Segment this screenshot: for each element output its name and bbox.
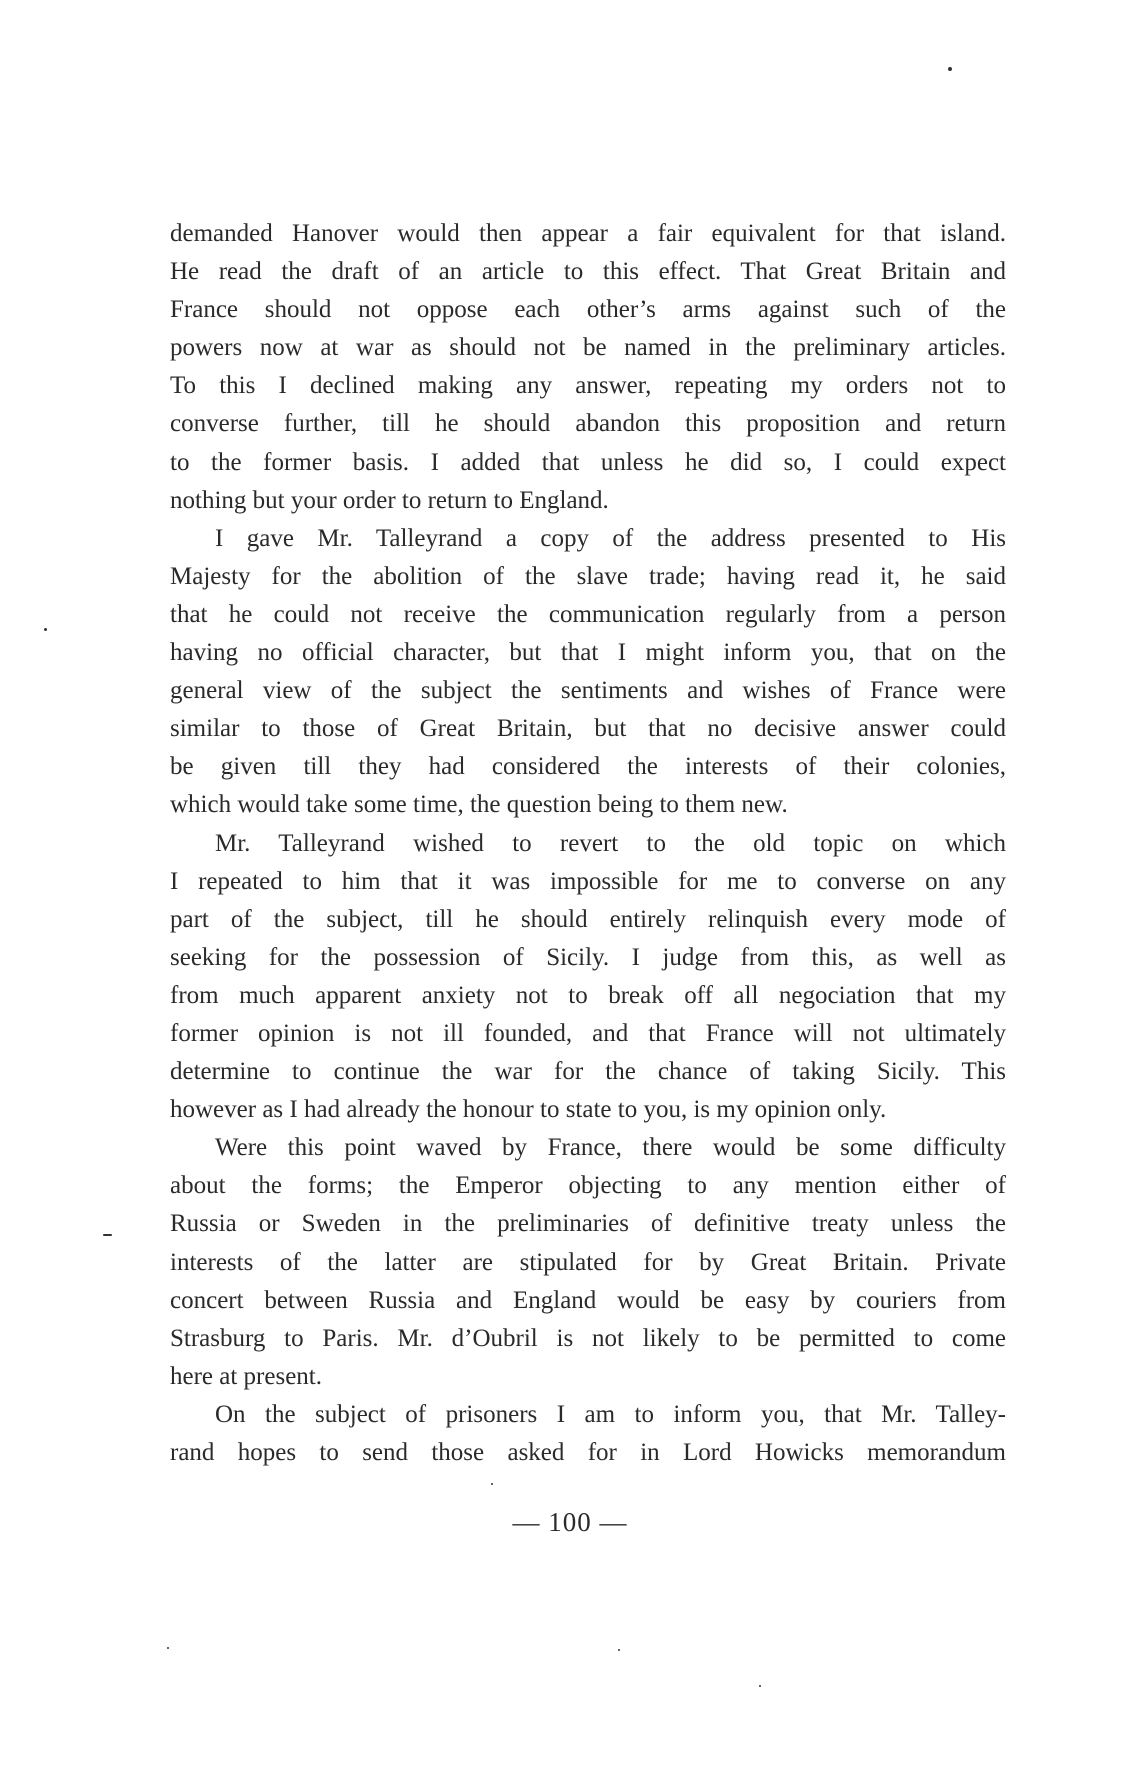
text-line: determine to continue the war for the chance of taking Sicily. This <box>170 1058 1006 1086</box>
scan-speck <box>103 1234 112 1236</box>
text-line: Majesty for the abolition of the slave trade; having read it, he said <box>170 562 1006 590</box>
paragraph-start-line: I gave Mr. Talleyrand a copy of the address presented to His <box>215 524 1006 552</box>
scan-speck <box>491 1483 493 1485</box>
text-line: interests of the latter are stipulated for by Great Britain. Private <box>170 1248 1006 1276</box>
text-line: powers now at war as should not be named in the preliminary articles. <box>170 334 1006 362</box>
text-line: general view of the subject the sentiments and wishes of France were <box>170 677 1006 705</box>
scan-speck <box>44 628 47 631</box>
text-line: similar to those of Great Britain, but that no decisive answer could <box>170 715 1006 743</box>
paragraph-start-line: Were this point waved by France, there would be some difficulty <box>215 1134 1006 1162</box>
scan-speck <box>759 1685 761 1687</box>
text-line: France should not oppose each other’s arms against such of the <box>170 296 1006 324</box>
text-line: former opinion is not ill founded, and that France will not ultimately <box>170 1019 1006 1047</box>
text-line: converse further, till he should abandon this proposition and return <box>170 410 1006 438</box>
text-line: I repeated to him that it was impossible for me to converse on any <box>170 867 1006 895</box>
text-line: He read the draft of an article to this effect. That Great Britain and <box>170 258 1006 286</box>
text-line: which would take some time, the question being to them new. <box>170 791 788 819</box>
text-line: however as I had already the honour to state to you, is my opinion only. <box>170 1096 887 1124</box>
scan-speck <box>167 1647 169 1649</box>
text-line: to the former basis. I added that unless he did so, I could expect <box>170 448 1006 476</box>
text-line: having no official character, but that I might inform you, that on the <box>170 639 1006 667</box>
text-line: rand hopes to send those asked for in Lord Howicks memorandum <box>170 1439 1006 1466</box>
text-line: Strasburg to Paris. Mr. d’Oubril is not likely to be permitted to come <box>170 1324 1006 1352</box>
scan-speck <box>618 1649 620 1651</box>
page-number: — 100 — <box>512 1507 628 1537</box>
text-line: that he could not receive the communication regularly from a person <box>170 600 1006 628</box>
text-line: nothing but your order to return to England. <box>170 486 609 514</box>
text-line: about the forms; the Emperor objecting to any mention either of <box>170 1172 1006 1200</box>
paragraph-start-line: Mr. Talleyrand wished to revert to the old topic on which <box>215 829 1006 857</box>
paragraph-start-line: On the subject of prisoners I am to inform you, that Mr. Talley- <box>215 1400 1006 1428</box>
text-line: from much apparent anxiety not to break off all negociation that my <box>170 981 1006 1009</box>
text-line: Russia or Sweden in the preliminaries of definitive treaty unless the <box>170 1210 1006 1238</box>
text-line: part of the subject, till he should entirely relinquish every mode of <box>170 905 1006 933</box>
scan-speck <box>948 67 952 71</box>
text-line: concert between Russia and England would be easy by couriers from <box>170 1286 1006 1314</box>
text-line: here at present. <box>170 1362 323 1390</box>
text-line: demanded Hanover would then appear a fair equivalent for that island. <box>170 220 1006 247</box>
text-line: seeking for the possession of Sicily. I judge from this, as well as <box>170 943 1006 971</box>
text-line: be given till they had considered the interests of their colonies, <box>170 753 1006 781</box>
text-line: To this I declined making any answer, repeating my orders not to <box>170 372 1006 400</box>
body-text <box>170 215 1006 1472</box>
